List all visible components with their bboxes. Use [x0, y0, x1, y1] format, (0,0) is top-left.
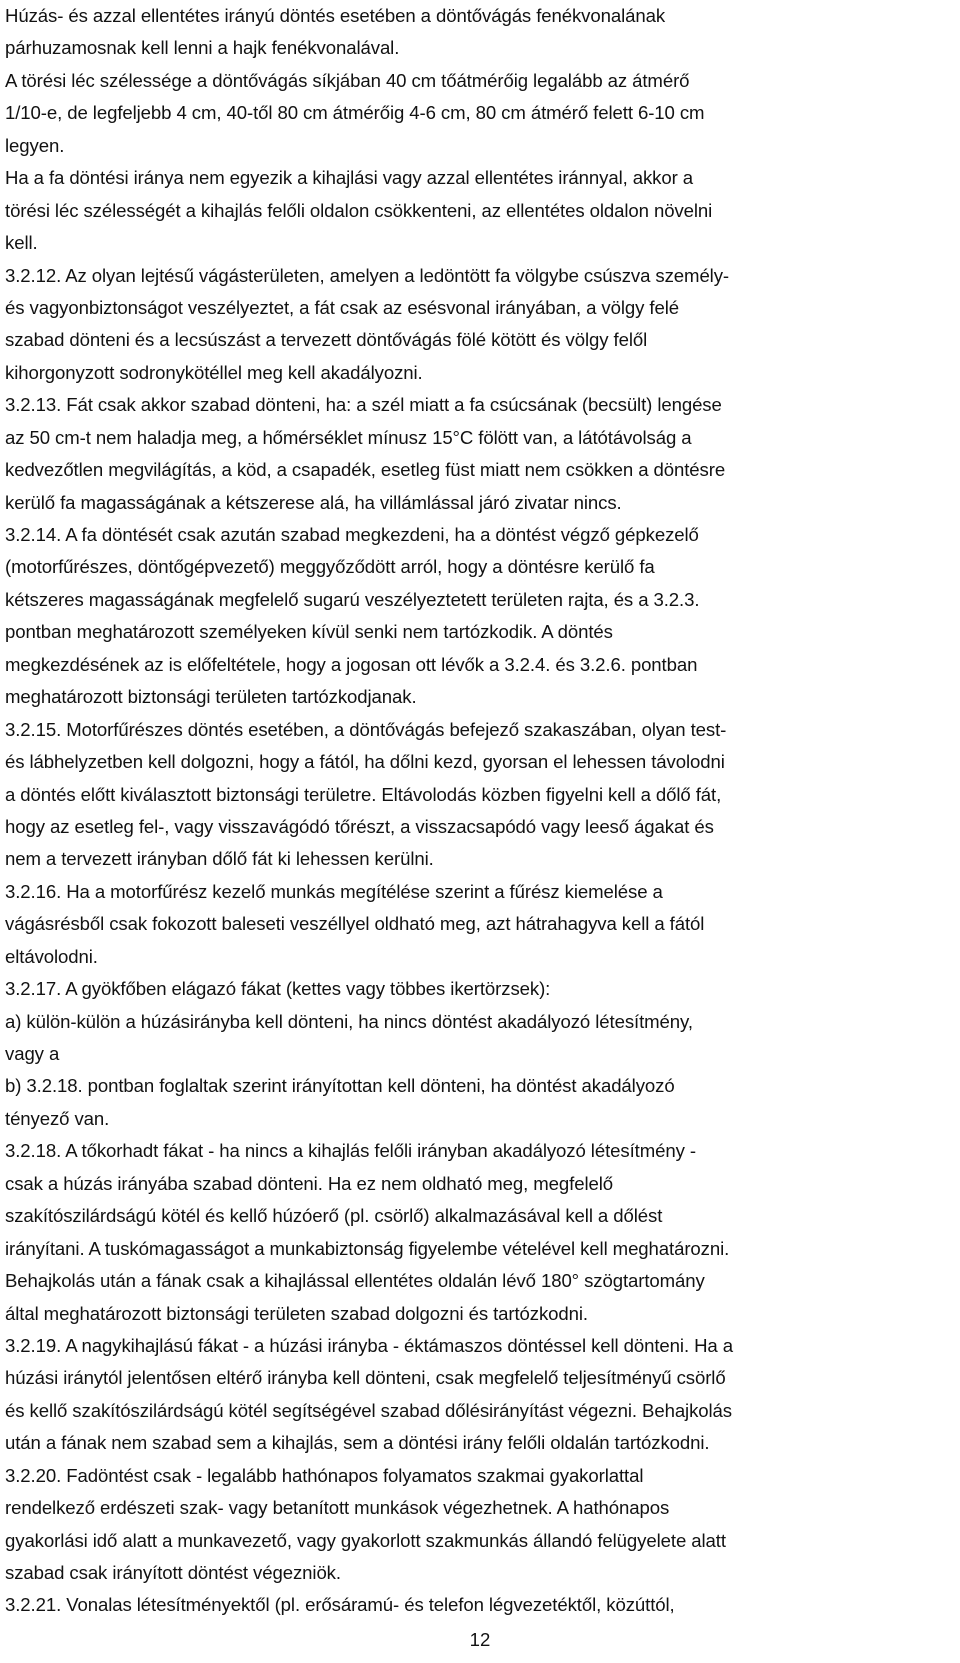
- body-text: [5, 0, 950, 1622]
- text-line: csak a húzás irányába szabad dönteni. Ha ez nem oldható meg, megfelelő: [5, 1172, 614, 1194]
- text-line: szakítószilárdságú kötél és kellő húzóerő (pl. csörlő) alkalmazásával kell a dőlést: [5, 1205, 663, 1227]
- text-line: 3.2.14. A fa döntését csak azután szabad megkezdeni, ha a döntést végző gépkezelő: [5, 524, 699, 545]
- text-line: 3.2.21. Vonalas létesítményektől (pl. erősáramú- és telefon légvezetéktől, közúttól,: [5, 1594, 675, 1616]
- text-line: 3.2.18. A tőkorhadt fákat - ha nincs a kihajlás felőli irányban akadályozó létesítmény -: [5, 1140, 696, 1162]
- text-line: által meghatározott biztonsági területen szabad dolgozni és tartózkodni.: [5, 1302, 588, 1324]
- text-line: tényező van.: [5, 1107, 110, 1129]
- text-line: eltávolodni.: [5, 945, 98, 967]
- page-number: 12: [469, 1629, 491, 1650]
- text-line: és kellő szakítószilárdságú kötél segítségével szabad dőlésirányítást végezni. Behajkolás: [5, 1399, 732, 1421]
- text-line: törési léc szélességét a kihajlás felőli oldalon csökkenteni, az ellentétes oldalon növelni: [5, 199, 713, 221]
- text-line: 3.2.19. A nagykihajlású fákat - a húzási irányba - éktámaszos döntéssel kell dönteni. Ha a: [5, 1334, 733, 1356]
- text-line: gyakorlási idő alatt a munkavezető, vagy gyakorlott szakmunkás állandó felügyelete alatt: [5, 1529, 726, 1551]
- text-line: szabad csak irányított döntést végezniök.: [5, 1562, 341, 1583]
- text-line: után a fának nem szabad sem a kihajlás, sem a döntési irány felőli oldalán tartózkodni.: [5, 1432, 710, 1454]
- text-line: b) 3.2.18. pontban foglaltak szerint irányítottan kell dönteni, ha döntést akadályozó: [5, 1075, 675, 1097]
- text-line: és lábhelyzetben kell dolgozni, hogy a fától, ha dőlni kezd, gyorsan el lehessen távolodni: [5, 751, 725, 773]
- text-line: vagy a: [5, 1043, 60, 1064]
- text-line: kerülő fa magasságának a kétszerese alá, ha villámlással járó zivatar nincs.: [5, 491, 622, 513]
- text-line: 3.2.20. Fadöntést csak - legalább hathónapos folyamatos szakmai gyakorlattal: [5, 1464, 644, 1486]
- text-line: legyen.: [5, 134, 65, 156]
- text-line: irányítani. A tuskómagasságot a munkabiztonság figyelembe vételével kell meghatározni.: [5, 1237, 730, 1259]
- text-line: 3.2.12. Az olyan lejtésű vágásterületen, amelyen a ledöntött fa völgybe csúszva személy-: [5, 264, 730, 286]
- text-line: meghatározott biztonsági területen tartózkodjanak.: [5, 686, 417, 708]
- text-line: és vagyonbiztonságot veszélyeztet, a fát csak az esésvonal irányában, a völgy felé: [5, 296, 679, 318]
- text-line: (motorfűrészes, döntőgépvezető) meggyőződött arról, hogy a döntésre kerülő fa: [5, 556, 655, 578]
- text-line: pontban meghatározott személyeken kívül senki nem tartózkodik. A döntés: [5, 621, 613, 643]
- text-line: kedvezőtlen megvilágítás, a köd, a csapadék, esetleg füst miatt nem csökken a döntésre: [5, 459, 726, 481]
- text-line: szabad dönteni és a lecsúszást a tervezett döntővágás fölé kötött és völgy felől: [5, 329, 648, 351]
- text-line: rendelkező erdészeti szak- vagy betanított munkások végezhetnek. A hathónapos: [5, 1497, 670, 1519]
- text-line: 3.2.16. Ha a motorfűrész kezelő munkás megítélése szerint a fűrész kiemelése a: [5, 880, 663, 902]
- text-line: párhuzamosnak kell lenni a hajk fenékvonalával.: [5, 37, 400, 59]
- text-line: húzási iránytól jelentősen eltérő irányba kell dönteni, csak megfelelő teljesítményű csörlő: [5, 1367, 726, 1389]
- text-line: kell.: [5, 232, 38, 254]
- text-line: 3.2.15. Motorfűrészes döntés esetében, a döntővágás befejező szakaszában, olyan test-: [5, 718, 727, 740]
- text-line: megkezdésének az is előfeltétele, hogy a jogosan ott lévők a 3.2.4. és 3.2.6. pontban: [5, 653, 698, 675]
- text-line: nem a tervezett irányban dőlő fát ki lehessen kerülni.: [5, 848, 434, 870]
- text-line: Húzás- és azzal ellentétes irányú döntés esetében a döntővágás fenékvonalának: [5, 5, 666, 26]
- text-line: az 50 cm-t nem haladja meg, a hőmérséklet mínusz 15°C fölött van, a látótávolság a: [5, 426, 692, 448]
- text-line: kihorgonyzott sodronykötéllel meg kell akadályozni.: [5, 361, 423, 383]
- text-line: a döntés előtt kiválasztott biztonsági területre. Eltávolodás közben figyelni kell a dőlő fát,: [5, 783, 722, 805]
- text-line: Behajkolás után a fának csak a kihajlással ellentétes oldalán lévő 180° szögtartomány: [5, 1270, 705, 1292]
- text-line: kétszeres magasságának megfelelő sugarú veszélyeztetett területen rajta, és a 3.2.3.: [5, 588, 700, 610]
- text-line: vágásrésből csak fokozott baleseti veszéllyel oldható meg, azt hátrahagyva kell a fától: [5, 913, 705, 935]
- text-line: 3.2.13. Fát csak akkor szabad dönteni, ha: a szél miatt a fa csúcsának (becsült) lengése: [5, 394, 722, 416]
- text-line: 1/10-e, de legfeljebb 4 cm, 40-től 80 cm átmérőig 4-6 cm, 80 cm átmérő felett 6-10 cm: [5, 102, 705, 124]
- text-line: A törési léc szélessége a döntővágás síkjában 40 cm tőátmérőig legalább az átmérő: [5, 69, 690, 91]
- text-line: 3.2.17. A gyökfőben elágazó fákat (kettes vagy többes ikertörzsek):: [5, 978, 551, 1000]
- text-line: Ha a fa döntési iránya nem egyezik a kihajlási vagy azzal ellentétes iránnyal, akkor a: [5, 167, 694, 189]
- text-line: a) külön-külön a húzásirányba kell dönteni, ha nincs döntést akadályozó létesítmény,: [5, 1010, 693, 1032]
- text-line: hogy az esetleg fel-, vagy visszavágódó tőrészt, a visszacsapódó vagy leeső ágakat és: [5, 815, 714, 837]
